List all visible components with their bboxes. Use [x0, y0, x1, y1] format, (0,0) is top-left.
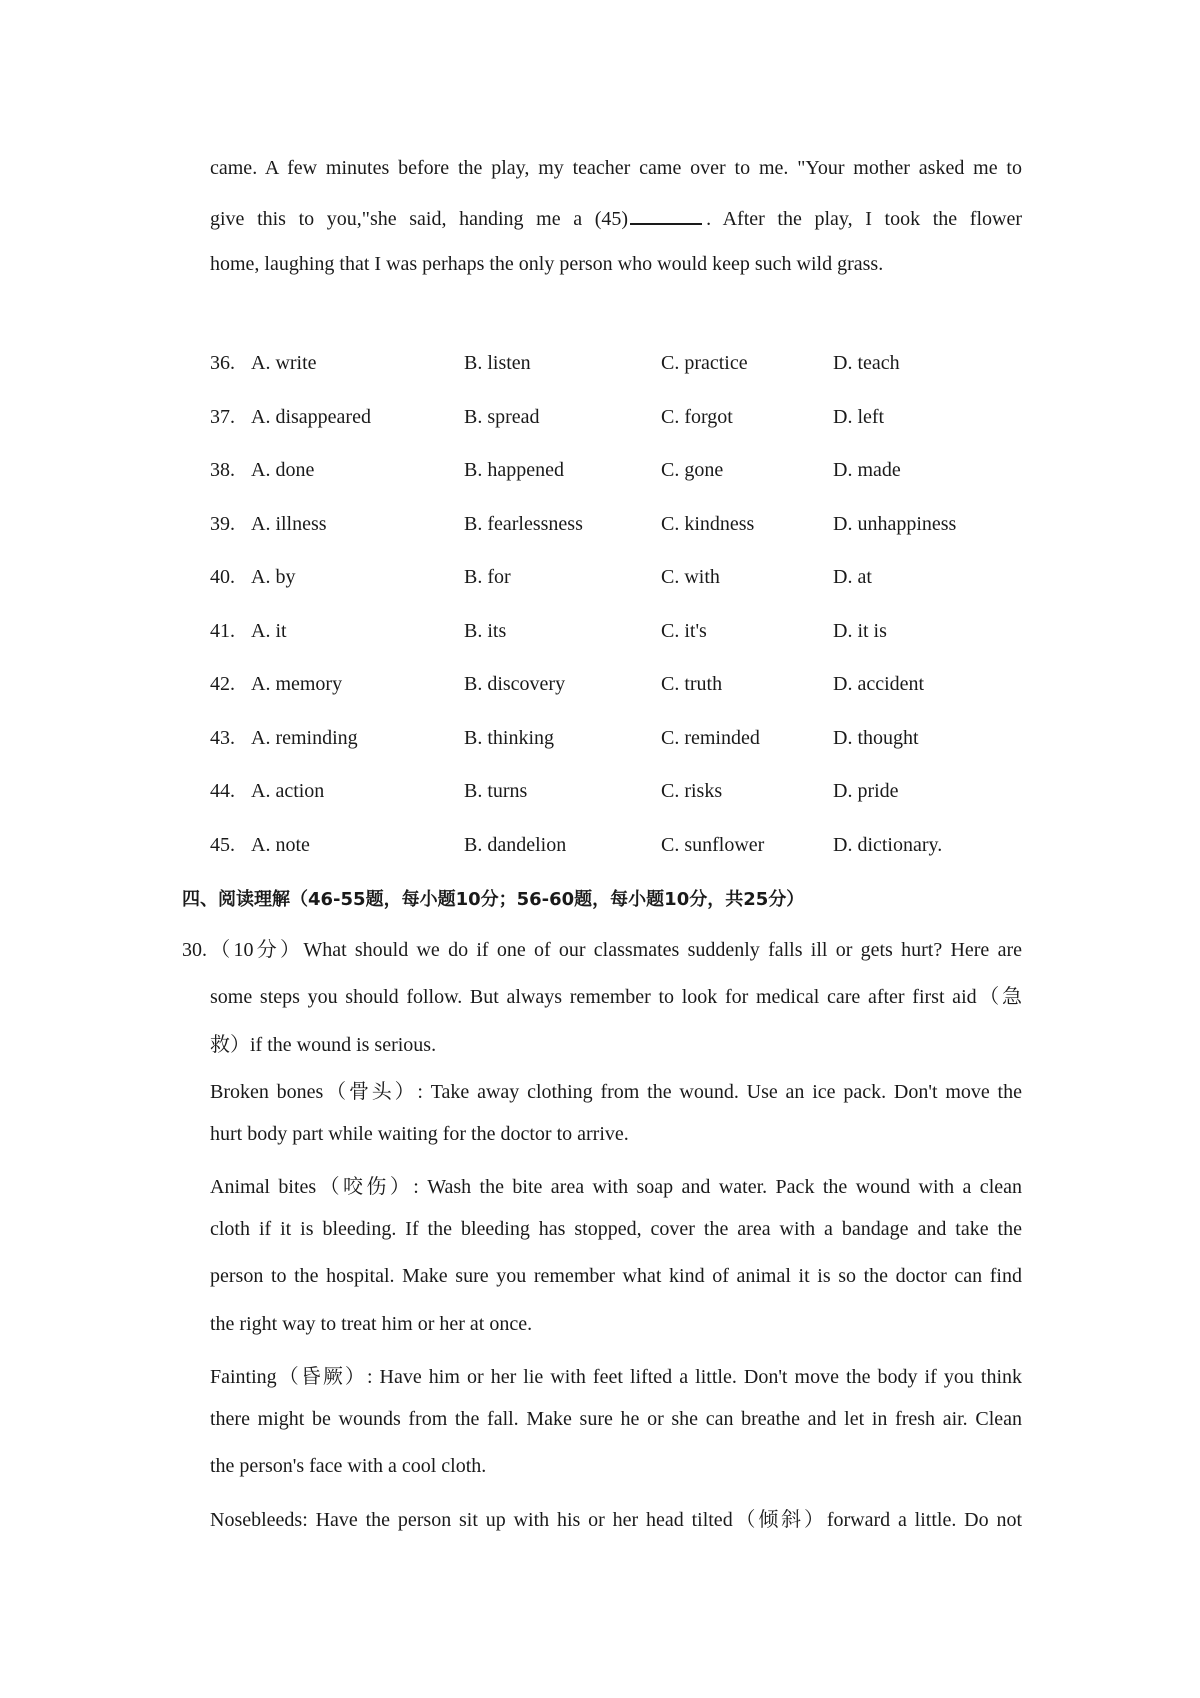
- option-a[interactable]: A. write: [251, 352, 317, 374]
- answer-blank-45[interactable]: [630, 205, 702, 225]
- option-row: [210, 459, 1010, 487]
- question-number: 45.: [210, 833, 235, 856]
- option-b[interactable]: B. spread: [464, 405, 540, 428]
- question-30-line: Broken bones（骨头）: Take away clothing from the wound. Use an ice pack. Don't move the: [210, 1081, 1022, 1103]
- option-c[interactable]: C. with: [661, 566, 720, 588]
- question-30-line: there might be wounds from the fall. Make sure he or she can breathe and let in fresh air. Clean: [210, 1407, 1022, 1430]
- passage-line-2: [210, 205, 1022, 231]
- question-30-head: 30.（10分）What should we do if one of our classmates suddenly falls ill or gets hurt? Here are: [182, 939, 1022, 961]
- question-30-line: Nosebleeds: Have the person sit up with his or her head tilted（倾斜）forward a little. Do not: [210, 1508, 1022, 1531]
- question-30-line: the person's face with a cool cloth.: [210, 1455, 487, 1477]
- question-30-line: person to the hospital. Make sure you remember what kind of animal it is so the doctor can find: [210, 1265, 1022, 1287]
- option-a[interactable]: A. action: [251, 780, 325, 802]
- option-d[interactable]: D. dictionary.: [833, 833, 943, 856]
- option-d[interactable]: D. unhappiness: [833, 512, 957, 535]
- option-row: [210, 834, 1010, 862]
- option-row: [210, 673, 1010, 701]
- option-row: [210, 513, 1010, 541]
- option-d[interactable]: D. at: [833, 566, 872, 588]
- question-30-line: cloth if it is bleeding. If the bleeding has stopped, cover the area with a bandage and take the: [210, 1217, 1022, 1240]
- option-row: [210, 352, 1010, 380]
- option-b[interactable]: B. its: [464, 619, 507, 642]
- question-30-line: some steps you should follow. But always remember to look for medical care after first aid（急: [210, 986, 1022, 1008]
- option-a[interactable]: A. disappeared: [251, 405, 371, 428]
- option-row: [210, 780, 1010, 808]
- question-number: 43.: [210, 726, 235, 749]
- option-c[interactable]: C. forgot: [661, 405, 733, 428]
- option-b[interactable]: B. listen: [464, 352, 531, 374]
- option-a[interactable]: A. it: [251, 619, 287, 642]
- option-b[interactable]: B. turns: [464, 780, 528, 802]
- option-c[interactable]: C. truth: [661, 673, 723, 695]
- question-30-line: hurt body part while waiting for the doctor to arrive.: [210, 1122, 629, 1145]
- question-number: 36.: [210, 352, 235, 374]
- option-row: [210, 727, 1010, 755]
- option-c[interactable]: C. sunflower: [661, 833, 765, 856]
- question-number: 40.: [210, 566, 235, 588]
- option-d[interactable]: D. it is: [833, 619, 887, 642]
- question-number: 41.: [210, 619, 235, 642]
- option-c[interactable]: C. gone: [661, 459, 724, 481]
- option-b[interactable]: B. discovery: [464, 673, 566, 695]
- question-30-line: the right way to treat him or her at once.: [210, 1312, 533, 1335]
- option-c[interactable]: C. it's: [661, 619, 707, 642]
- option-a[interactable]: A. note: [251, 833, 310, 856]
- option-d[interactable]: D. left: [833, 405, 885, 428]
- option-b[interactable]: B. thinking: [464, 726, 555, 749]
- option-row: [210, 620, 1010, 648]
- option-a[interactable]: A. done: [251, 459, 315, 481]
- question-number: 44.: [210, 780, 235, 802]
- question-number: 38.: [210, 459, 235, 481]
- option-b[interactable]: B. dandelion: [464, 833, 567, 856]
- option-b[interactable]: B. happened: [464, 459, 564, 481]
- option-c[interactable]: C. risks: [661, 780, 723, 802]
- option-a[interactable]: A. illness: [251, 512, 327, 535]
- question-number: 37.: [210, 405, 235, 428]
- option-c[interactable]: C. kindness: [661, 512, 755, 535]
- passage-line-3: home, laughing that I was perhaps the only person who would keep such wild grass.: [210, 253, 884, 275]
- section-heading: 四、阅读理解（46-55题，每小题10分；56-60题，每小题10分，共25分）: [182, 889, 805, 910]
- option-a[interactable]: A. by: [251, 566, 296, 588]
- option-d[interactable]: D. pride: [833, 780, 899, 802]
- option-d[interactable]: D. accident: [833, 673, 925, 695]
- option-row: [210, 406, 1010, 434]
- option-b[interactable]: B. fearlessness: [464, 512, 583, 535]
- question-30-line: Animal bites（咬伤）: Wash the bite area with soap and water. Pack the wound with a clean: [210, 1176, 1022, 1198]
- option-c[interactable]: C. reminded: [661, 726, 760, 749]
- question-number: 42.: [210, 673, 235, 695]
- option-b[interactable]: B. for: [464, 566, 511, 588]
- option-a[interactable]: A. memory: [251, 673, 343, 695]
- option-c[interactable]: C. practice: [661, 352, 748, 374]
- passage-line-2-before: give this to you,"she said, handing me a (45): [210, 208, 629, 230]
- passage-line-2-after: . After the play, I took the flower: [706, 208, 1022, 230]
- option-d[interactable]: D. made: [833, 459, 901, 481]
- option-row: [210, 566, 1010, 594]
- passage-line-1: came. A few minutes before the play, my teacher came over to me. "Your mother asked me to: [210, 157, 1022, 179]
- option-a[interactable]: A. reminding: [251, 726, 358, 749]
- question-number: 39.: [210, 512, 235, 535]
- option-d[interactable]: D. teach: [833, 352, 900, 374]
- question-30-line: 救）if the wound is serious.: [210, 1033, 437, 1056]
- option-d[interactable]: D. thought: [833, 726, 919, 749]
- question-30-line: Fainting（昏厥）: Have him or her lie with feet lifted a little. Don't move the body if you think: [210, 1366, 1022, 1388]
